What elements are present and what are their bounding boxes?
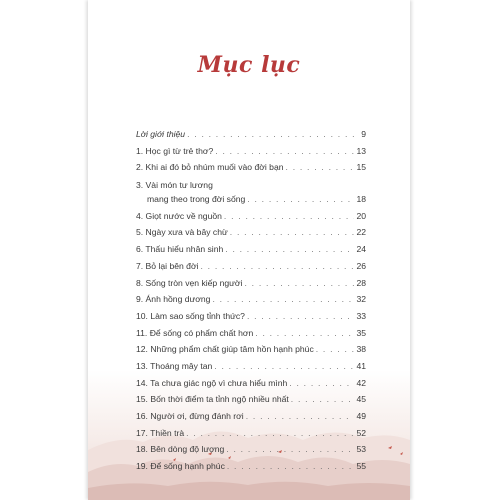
leader-dots: [201, 258, 355, 275]
leader-dots: [230, 224, 354, 241]
page-title: Mục lục: [197, 52, 301, 78]
toc-label: 7. Bỏ lại bên đời: [136, 260, 199, 271]
leader-dots: [246, 408, 354, 425]
toc-entry[interactable]: [136, 258, 366, 275]
toc-entry[interactable]: [136, 441, 366, 458]
toc-label: 6. Thấu hiểu nhân sinh: [136, 244, 224, 255]
leader-dots: [244, 275, 354, 292]
toc-page-number: 42: [356, 377, 366, 388]
toc-entry[interactable]: [136, 275, 366, 292]
toc-label: 17. Thiền trà: [136, 427, 185, 438]
toc-label: 15. Bốn thời điểm ta tỉnh ngộ nhiều nhất: [136, 394, 289, 405]
toc-page-number: 55: [356, 461, 366, 472]
toc-page-number: 49: [356, 411, 366, 421]
toc-label: 5. Ngày xưa và bây chừ: [136, 227, 228, 238]
toc-page-number: 26: [356, 260, 366, 271]
toc-page-number: 45: [356, 394, 366, 405]
leader-dots: [212, 291, 354, 308]
table-of-contents: [136, 126, 366, 475]
toc-page-number: 41: [356, 360, 366, 371]
leader-dots: [289, 375, 354, 392]
toc-page-number: 22: [356, 227, 366, 238]
toc-label: 13. Thoáng mây tan: [136, 360, 213, 371]
toc-page-number: 52: [356, 427, 366, 438]
toc-entry[interactable]: [136, 458, 366, 475]
toc-entry-continuation[interactable]: [136, 191, 366, 208]
toc-entry[interactable]: [136, 224, 366, 241]
toc-entry[interactable]: [136, 159, 366, 176]
leader-dots: [291, 391, 354, 408]
toc-label: 19. Để sống hạnh phúc: [136, 461, 225, 472]
toc-page-number: 35: [356, 327, 366, 338]
leader-dots: [215, 143, 354, 160]
toc-page-number: 38: [356, 344, 366, 355]
toc-page-number: 20: [356, 210, 366, 221]
toc-page-number: 28: [356, 277, 366, 288]
toc-label: 9. Ánh hồng dương: [136, 294, 211, 305]
toc-label: 10. Làm sao sống tỉnh thức?: [136, 310, 245, 321]
toc-entry[interactable]: [136, 341, 366, 358]
toc-page-number: 53: [356, 444, 366, 455]
toc-page-number: 32: [356, 294, 366, 305]
toc-entry[interactable]: [136, 143, 366, 160]
toc-page-number: 13: [356, 145, 366, 156]
leader-dots: [286, 159, 354, 176]
toc-page-number: 24: [356, 244, 366, 255]
toc-entry[interactable]: [136, 408, 366, 425]
toc-entry[interactable]: [136, 179, 366, 191]
leader-dots: [186, 425, 354, 442]
toc-page-number: 9: [361, 129, 366, 139]
toc-entry[interactable]: [136, 358, 366, 375]
leader-dots: [225, 241, 354, 258]
toc-entry[interactable]: [136, 391, 366, 408]
toc-entry-intro[interactable]: [136, 126, 366, 143]
leader-dots: [247, 308, 354, 325]
toc-entry[interactable]: [136, 325, 366, 342]
leader-dots: [214, 358, 354, 375]
toc-label: 8. Sống tròn vẹn kiếp người: [136, 277, 243, 288]
leader-dots: [227, 458, 354, 475]
toc-entry[interactable]: [136, 241, 366, 258]
toc-label: 16. Người ơi, đừng đánh rơi: [136, 411, 244, 421]
leader-dots: [226, 441, 354, 458]
toc-entry[interactable]: [136, 308, 366, 325]
leader-dots: [247, 191, 354, 208]
toc-entry[interactable]: [136, 425, 366, 442]
leader-dots: [187, 126, 354, 143]
leader-dots: [255, 325, 354, 342]
toc-label: 12. Những phẩm chất giúp tâm hồn hạnh phúc: [136, 344, 314, 355]
toc-label: 11. Để sống có phẩm chất hơn: [136, 327, 254, 338]
book-page: [88, 0, 410, 500]
toc-label: Lời giới thiệu: [136, 129, 186, 139]
toc-page-number: 15: [356, 162, 366, 173]
toc-entry[interactable]: [136, 208, 366, 225]
toc-label: 3. Vài món tư lương: [136, 180, 213, 191]
leader-dots: [316, 341, 354, 358]
toc-entry[interactable]: [136, 375, 366, 392]
toc-label: 14. Ta chưa giác ngộ vì chưa hiểu mình: [136, 377, 288, 388]
toc-label: 1. Học gì từ trẻ thơ?: [136, 145, 214, 156]
toc-label: 18. Bên dòng độ lượng: [136, 444, 225, 455]
toc-entry[interactable]: [136, 291, 366, 308]
toc-label: 4. Giọt nước về nguồn: [136, 210, 222, 221]
leader-dots: [224, 208, 354, 225]
toc-page-number: 33: [356, 310, 366, 321]
toc-page-number: 18: [356, 194, 366, 205]
toc-label-continued: mang theo trong đời sống: [147, 194, 246, 205]
toc-label: 2. Khi ai đó bỏ nhúm muối vào đời bạn: [136, 162, 284, 173]
